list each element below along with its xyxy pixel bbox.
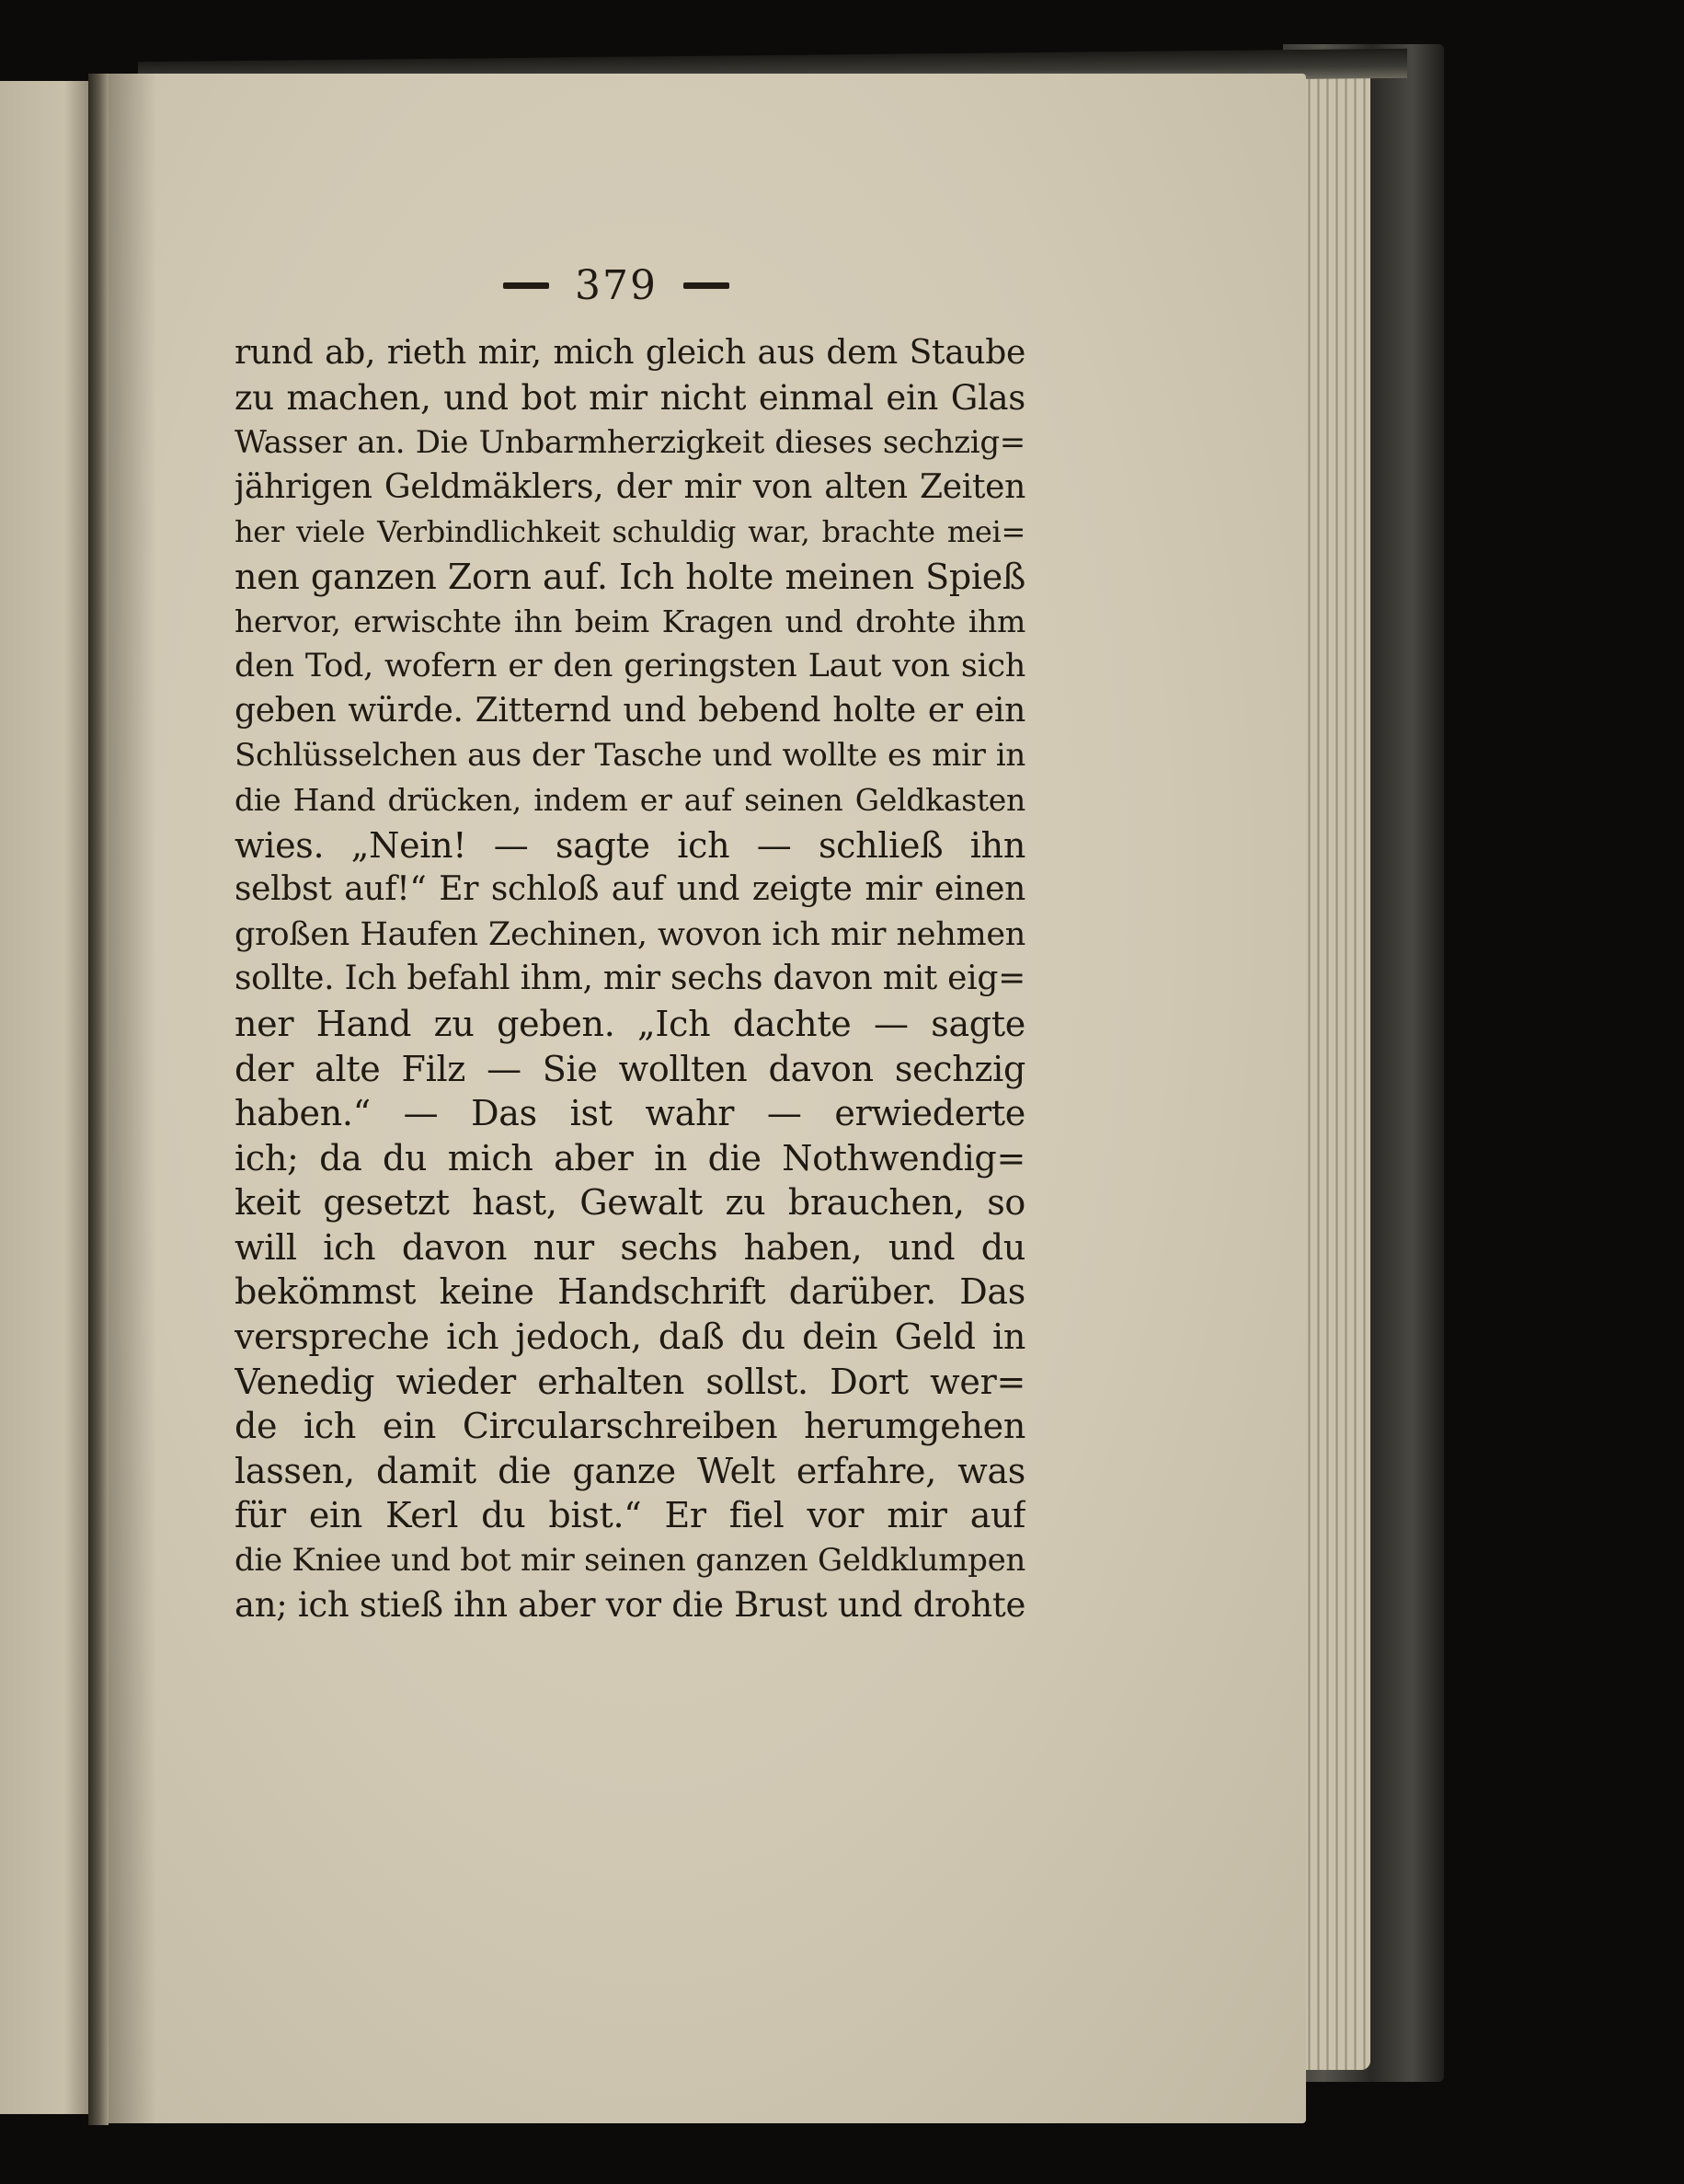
text-line: wies. „Nein! — sagte ich — schließ ihn <box>235 824 1025 866</box>
text-line: bekömmst keine Handschrift darüber. Das <box>235 1271 1025 1313</box>
text-line: nen ganzen Zorn auf. Ich holte meinen Spieß <box>235 556 1025 597</box>
text-line: den Tod, wofern er den geringsten Laut von sich <box>235 648 1025 685</box>
text-line: an; ich stieß ihn aber vor die Brust und drohte <box>235 1584 1025 1625</box>
header-dash-right <box>683 282 729 289</box>
text-line: haben.“ — Das ist wahr — erwiederte <box>235 1093 1025 1134</box>
text-line: keit gesetzt hast, Gewalt zu brauchen, so <box>235 1182 1025 1224</box>
body-text <box>235 331 1025 1730</box>
text-line: die Hand drücken, indem er auf seinen Geldkasten <box>235 781 1025 818</box>
text-line: der alte Filz — Sie wollten davon sechzig <box>235 1048 1025 1089</box>
text-line: will ich davon nur sechs haben, und du <box>235 1226 1025 1268</box>
text-line: lassen, damit die ganze Welt erfahre, was <box>235 1450 1025 1491</box>
gutter-shadow <box>101 74 156 2123</box>
text-line: ich; da du mich aber in die Nothwendig= <box>235 1137 1025 1178</box>
text-line: hervor, erwischte ihn beim Kragen und drohte ihm <box>235 603 1025 639</box>
text-line: Venedig wieder erhalten sollst. Dort wer= <box>235 1361 1025 1402</box>
text-line: Schlüsselchen aus der Tasche und wollte es mir in <box>235 737 1025 775</box>
facing-page-edge <box>0 81 92 2114</box>
text-line: ner Hand zu geben. „Ich dachte — sagte <box>235 1003 1025 1044</box>
text-line: großen Haufen Zechinen, wovon ich mir nehmen <box>235 915 1025 953</box>
text-line: her viele Verbindlichkeit schuldig war, brachte mei= <box>235 514 1025 550</box>
text-line: de ich ein Circularschreiben herumgehen <box>235 1406 1025 1447</box>
text-line: rund ab, rieth mir, mich gleich aus dem Staube <box>235 334 1025 372</box>
book-gutter <box>88 74 109 2125</box>
text-line: verspreche ich jedoch, daß du dein Geld in <box>235 1316 1025 1358</box>
text-line: zu machen, und bot mir nicht einmal ein Glas <box>235 377 1025 418</box>
text-line: geben würde. Zitternd und bebend holte er ein <box>235 691 1025 730</box>
page-header <box>478 258 754 313</box>
page-number: 379 <box>575 261 658 309</box>
text-line: Wasser an. Die Unbarmherzigkeit dieses sechzig= <box>235 424 1025 462</box>
text-line: jährigen Geldmäklers, der mir von alten Zeiten <box>235 467 1025 506</box>
header-dash-left <box>503 282 549 289</box>
text-line: sollte. Ich befahl ihm, mir sechs davon mit eig= <box>235 960 1025 998</box>
text-line: für ein Kerl du bist.“ Er fiel vor mir auf <box>235 1495 1025 1536</box>
text-line: selbst auf!“ Er schloß auf und zeigte mir einen <box>235 870 1025 909</box>
text-line: die Kniee und bot mir seinen ganzen Geldklumpen <box>235 1542 1025 1580</box>
